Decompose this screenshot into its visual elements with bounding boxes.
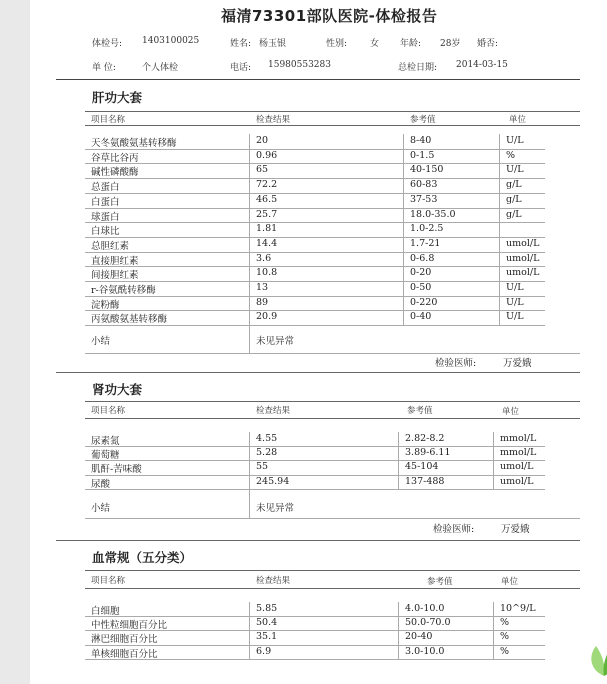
liver-row-name: 丙氨酸氨基转移酶: [91, 314, 168, 326]
patient-marital-label: 婚否:: [477, 39, 499, 49]
liver-row-name: 总蛋白: [91, 182, 120, 194]
header-divider: [56, 79, 580, 80]
blood-row-name: 白细胞: [91, 606, 120, 617]
liver-row-result: 25.7: [256, 208, 278, 220]
blood-row-result: 5.85: [256, 603, 278, 614]
liver-header-bottom-line: [85, 125, 580, 126]
liver-row-line: [85, 325, 545, 326]
kidney-column-divider: [249, 432, 250, 489]
liver-summary-text: 未见异常: [256, 336, 295, 347]
kidney-row-result: 245.94: [256, 475, 290, 487]
kidney-row-name: 葡萄糖: [91, 450, 120, 462]
liver-section-end-line: [56, 372, 580, 373]
liver-column-divider: [249, 134, 250, 325]
blood-header-top-line: [85, 570, 580, 571]
kidney-doctor-label: 检验医师:: [433, 524, 475, 535]
liver-row-ref: 8-40: [410, 135, 432, 146]
liver-row-ref: 1.0-2.5: [410, 223, 444, 235]
liver-row-unit: U/L: [506, 282, 524, 293]
liver-header-result: 检查结果: [256, 115, 291, 125]
blood-row-ref: 3.0-10.0: [405, 645, 445, 657]
liver-row-line: [85, 237, 545, 238]
liver-row-result: 10.8: [256, 267, 278, 279]
kidney-row-unit: mmol/L: [500, 433, 537, 444]
blood-row-result: 50.4: [256, 617, 278, 629]
liver-row-unit: g/L: [506, 179, 522, 191]
blood-header-ref: 参考值: [427, 577, 453, 587]
patient-date-value: 2014-03-15: [456, 60, 508, 70]
kidney-column-divider: [493, 432, 494, 489]
liver-row-line: [85, 252, 545, 253]
liver-row-result: 20.9: [256, 311, 278, 323]
blood-row-unit: %: [500, 631, 510, 643]
patient-name-value: 杨玉银: [259, 39, 287, 49]
liver-summary-line: [85, 353, 580, 354]
liver-row-line: [85, 178, 545, 179]
blood-row-name: 淋巴细胞百分比: [91, 634, 158, 646]
liver-row-ref: 0-20: [410, 267, 432, 279]
liver-column-divider: [403, 134, 404, 325]
liver-row-unit: U/L: [506, 311, 524, 323]
kidney-row-name: 肌酐-苦味酸: [91, 464, 142, 476]
liver-row-line: [85, 208, 545, 209]
liver-row-name: 淀粉酶: [91, 299, 120, 311]
kidney-header-item: 项目名称: [91, 406, 126, 416]
patient-id-label: 体检号:: [92, 39, 123, 49]
kidney-row-line: [85, 460, 545, 461]
patient-date-label: 总检日期:: [398, 63, 438, 73]
kidney-row-line: [85, 446, 545, 447]
liver-row-result: 46.5: [256, 193, 278, 205]
blood-row-unit: %: [500, 645, 510, 657]
liver-row-unit: U/L: [506, 135, 524, 146]
liver-doctor-label: 检验医师:: [435, 358, 477, 369]
blood-row-ref: 20-40: [405, 631, 433, 643]
liver-row-name: 白蛋白: [91, 196, 120, 208]
liver-row-name: 白球比: [91, 226, 120, 238]
patient-unit-label: 单 位:: [92, 63, 116, 73]
liver-row-ref: 0-40: [410, 311, 432, 323]
kidney-section-end-line: [56, 540, 580, 541]
liver-row-result: 72.2: [256, 179, 278, 191]
liver-row-unit: g/L: [506, 208, 522, 220]
liver-row-line: [85, 266, 545, 267]
blood-section-title: 血常规（五分类）: [92, 550, 193, 565]
blood-row-result: 35.1: [256, 631, 278, 643]
blood-row-name: 单核细胞百分比: [91, 648, 158, 660]
blood-column-divider: [493, 602, 494, 659]
liver-row-ref: 0-220: [410, 296, 438, 308]
blood-row-unit: %: [500, 617, 510, 629]
kidney-row-name: 尿酸: [91, 478, 111, 490]
liver-row-ref: 40-150: [410, 164, 444, 176]
liver-row-result: 13: [256, 282, 269, 293]
blood-column-divider: [398, 602, 399, 659]
kidney-section-title: 肾功大套: [92, 382, 143, 397]
liver-row-result: 20: [256, 135, 269, 146]
kidney-header-bottom-line: [85, 418, 580, 419]
liver-row-name: 直接胆红素: [91, 255, 139, 267]
liver-row-name: 碱性磷酸酶: [91, 167, 139, 179]
kidney-row-line: [85, 489, 545, 490]
kidney-row-ref: 45-104: [405, 461, 439, 473]
kidney-row-name: 尿素氮: [91, 436, 120, 447]
liver-row-result: 1.81: [256, 223, 278, 235]
kidney-summary-line: [85, 518, 580, 519]
liver-row-name: 天冬氨酸氨基转移酶: [91, 138, 177, 149]
kidney-header-ref: 参考值: [407, 406, 433, 416]
liver-row-unit: U/L: [506, 164, 524, 176]
patient-sex-value: 女: [370, 39, 380, 49]
kidney-row-unit: mmol/L: [500, 447, 537, 459]
blood-row-line: [85, 659, 545, 660]
liver-header-item: 项目名称: [91, 115, 126, 125]
blood-row-name: 中性粒细胞百分比: [91, 620, 168, 632]
patient-age-label: 年龄:: [400, 39, 422, 49]
liver-summary-divider: [249, 325, 250, 353]
kidney-doctor-name: 万爱娥: [501, 524, 530, 535]
report-page: [30, 0, 607, 684]
blood-column-divider: [249, 602, 250, 659]
kidney-header-unit: 单位: [502, 407, 520, 417]
liver-row-ref: 18.0-35.0: [410, 208, 456, 220]
liver-header-unit: 单位: [509, 115, 527, 125]
liver-row-ref: 60-83: [410, 179, 438, 191]
liver-row-unit: g/L: [506, 193, 522, 205]
blood-row-result: 6.9: [256, 645, 272, 657]
kidney-row-unit: umol/L: [500, 475, 534, 487]
liver-row-name: 总胆红素: [91, 240, 130, 252]
kidney-row-line: [85, 475, 545, 476]
liver-row-name: 谷草比谷丙: [91, 152, 139, 164]
kidney-row-result: 5.28: [256, 447, 278, 459]
liver-row-line: [85, 296, 545, 297]
blood-header-unit: 单位: [501, 577, 519, 587]
liver-row-ref: 0-1.5: [410, 149, 435, 161]
liver-row-line: [85, 163, 545, 164]
patient-sex-label: 性别:: [326, 39, 348, 49]
liver-row-result: 3.6: [256, 252, 272, 264]
liver-header-ref: 参考值: [410, 115, 436, 125]
blood-row-ref: 4.0-10.0: [405, 603, 445, 614]
kidney-row-result: 55: [256, 461, 269, 473]
liver-row-line: [85, 222, 545, 223]
liver-row-result: 65: [256, 164, 269, 176]
blood-row-unit: 10^9/L: [500, 603, 536, 614]
kidney-header-top-line: [85, 401, 580, 402]
kidney-summary-text: 未见异常: [256, 503, 295, 514]
patient-id-value: 1403100025: [142, 36, 200, 46]
liver-header-top-line: [85, 111, 580, 112]
liver-row-unit: umol/L: [506, 267, 540, 279]
liver-row-name: 球蛋白: [91, 211, 120, 223]
kidney-summary-divider: [249, 490, 250, 518]
kidney-header-result: 检查结果: [256, 406, 291, 416]
liver-row-unit: U/L: [506, 296, 524, 308]
patient-phone-value: 15980553283: [268, 60, 331, 70]
liver-row-result: 0.96: [256, 149, 278, 161]
blood-header-result: 检查结果: [256, 576, 291, 586]
liver-row-unit: umol/L: [506, 237, 540, 249]
kidney-row-unit: umol/L: [500, 461, 534, 473]
liver-row-name: 间接胆红素: [91, 270, 139, 282]
kidney-row-ref: 3.89-6.11: [405, 447, 451, 459]
patient-phone-label: 电话:: [230, 63, 252, 73]
blood-header-bottom-line: [85, 588, 580, 589]
liver-doctor-name: 万爱娥: [503, 358, 532, 369]
patient-name-label: 姓名:: [230, 39, 252, 49]
kidney-summary-label: 小结: [91, 503, 111, 514]
liver-row-ref: 1.7-21: [410, 237, 441, 249]
report-title: 福清73301部队医院-体检报告: [221, 7, 438, 25]
liver-row-name: r-谷氨酰转移酶: [91, 285, 156, 296]
blood-row-ref: 50.0-70.0: [405, 617, 451, 629]
patient-age-value: 28岁: [440, 39, 461, 49]
liver-column-divider: [499, 134, 500, 325]
blood-header-item: 项目名称: [91, 576, 126, 586]
liver-row-unit: umol/L: [506, 252, 540, 264]
liver-row-result: 14.4: [256, 237, 278, 249]
liver-row-line: [85, 193, 545, 194]
kidney-row-ref: 2.82-8.2: [405, 433, 445, 444]
liver-row-unit: %: [506, 149, 516, 161]
patient-unit-value: 个人体检: [142, 63, 179, 73]
liver-row-line: [85, 149, 545, 150]
kidney-column-divider: [398, 432, 399, 489]
liver-row-ref: 37-53: [410, 193, 438, 205]
liver-row-ref: 0-6.8: [410, 252, 435, 264]
liver-section-title: 肝功大套: [92, 90, 143, 105]
liver-summary-label: 小结: [91, 336, 111, 347]
liver-row-ref: 0-50: [410, 282, 432, 293]
kidney-row-ref: 137-488: [405, 475, 445, 487]
kidney-row-result: 4.55: [256, 433, 278, 444]
liver-row-result: 89: [256, 296, 269, 308]
leaf-logo-icon: [584, 640, 607, 680]
